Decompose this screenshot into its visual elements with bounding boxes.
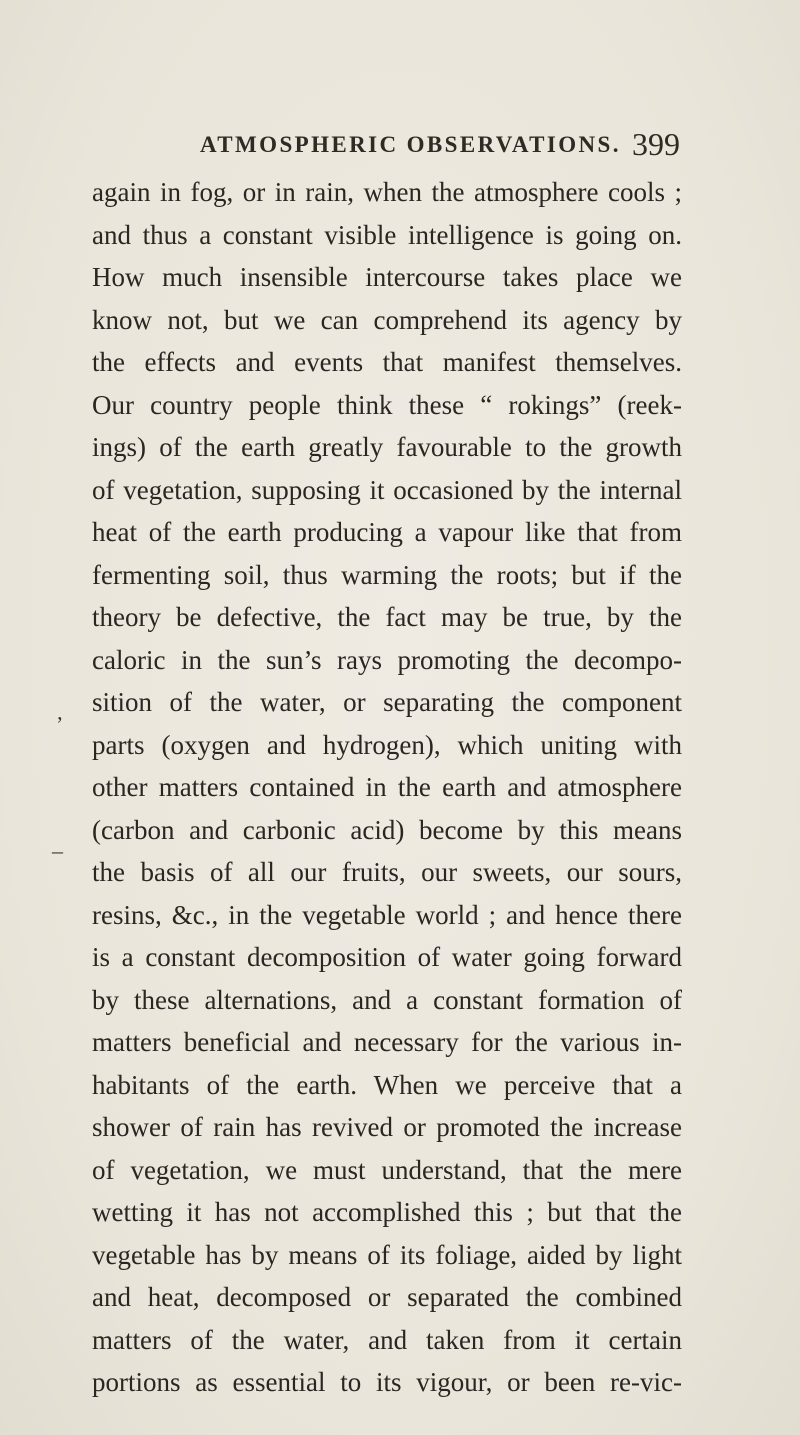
- text-line: ings) of the earth greatly favourable to the growth: [92, 432, 682, 462]
- text-line: (carbon and carbonic acid) become by this means: [92, 814, 682, 845]
- page-number: 399: [632, 126, 680, 162]
- text-line: the effects and events that manifest themselves.: [92, 347, 682, 377]
- text-line: habitants of the earth. When we perceive that a: [92, 1069, 682, 1100]
- running-title: ATMOSPHERIC OBSERVATIONS.: [200, 132, 621, 157]
- margin-mark: –: [52, 838, 63, 863]
- text-line: Our country people think these “ rokings” (reek-: [92, 389, 682, 420]
- text-line: the basis of all our fruits, our sweets, our sours,: [92, 857, 682, 887]
- text-line: parts (oxygen and hydrogen), which uniting with: [92, 729, 682, 760]
- text-line: is a constant decomposition of water going forward: [92, 942, 682, 972]
- text-line: of vegetation, supposing it occasioned by the internal: [92, 474, 682, 505]
- text-line: of vegetation, we must understand, that the mere: [92, 1154, 682, 1185]
- text-line: other matters contained in the earth and atmosphere: [92, 772, 682, 802]
- text-line: again in fog, or in rain, when the atmosphere cools ;: [92, 177, 682, 207]
- text-line: caloric in the sun’s rays promoting the decompo-: [92, 644, 682, 675]
- text-line: matters beneficial and necessary for the various in-: [92, 1027, 682, 1057]
- text-line: know not, but we can comprehend its agency by: [92, 304, 682, 335]
- text-line: matters of the water, and taken from it certain: [92, 1324, 682, 1355]
- text-line: wetting it has not accomplished this ; but that the: [92, 1197, 682, 1227]
- text-line: heat of the earth producing a vapour like that from: [92, 517, 682, 547]
- text-line: sition of the water, or separating the component: [92, 687, 682, 717]
- text-line: portions as essential to its vigour, or been re-vic-: [92, 1367, 682, 1397]
- text-line: theory be defective, the fact may be true, by the: [92, 602, 682, 632]
- margin-mark: ʼ: [56, 712, 64, 737]
- text-line: by these alternations, and a constant formation of: [92, 984, 682, 1015]
- body-text: [0, 172, 800, 1402]
- text-line: and heat, decomposed or separated the combined: [92, 1282, 682, 1312]
- text-line: and thus a constant visible intelligence is going on.: [92, 219, 682, 250]
- text-line: vegetable has by means of its foliage, aided by light: [92, 1239, 682, 1270]
- text-line: fermenting soil, thus warming the roots; but if the: [92, 559, 682, 590]
- text-line: How much insensible intercourse takes place we: [92, 262, 682, 292]
- running-head: [200, 126, 680, 172]
- text-line: shower of rain has revived or promoted the increase: [92, 1112, 682, 1142]
- text-line: resins, &c., in the vegetable world ; and hence there: [92, 899, 682, 930]
